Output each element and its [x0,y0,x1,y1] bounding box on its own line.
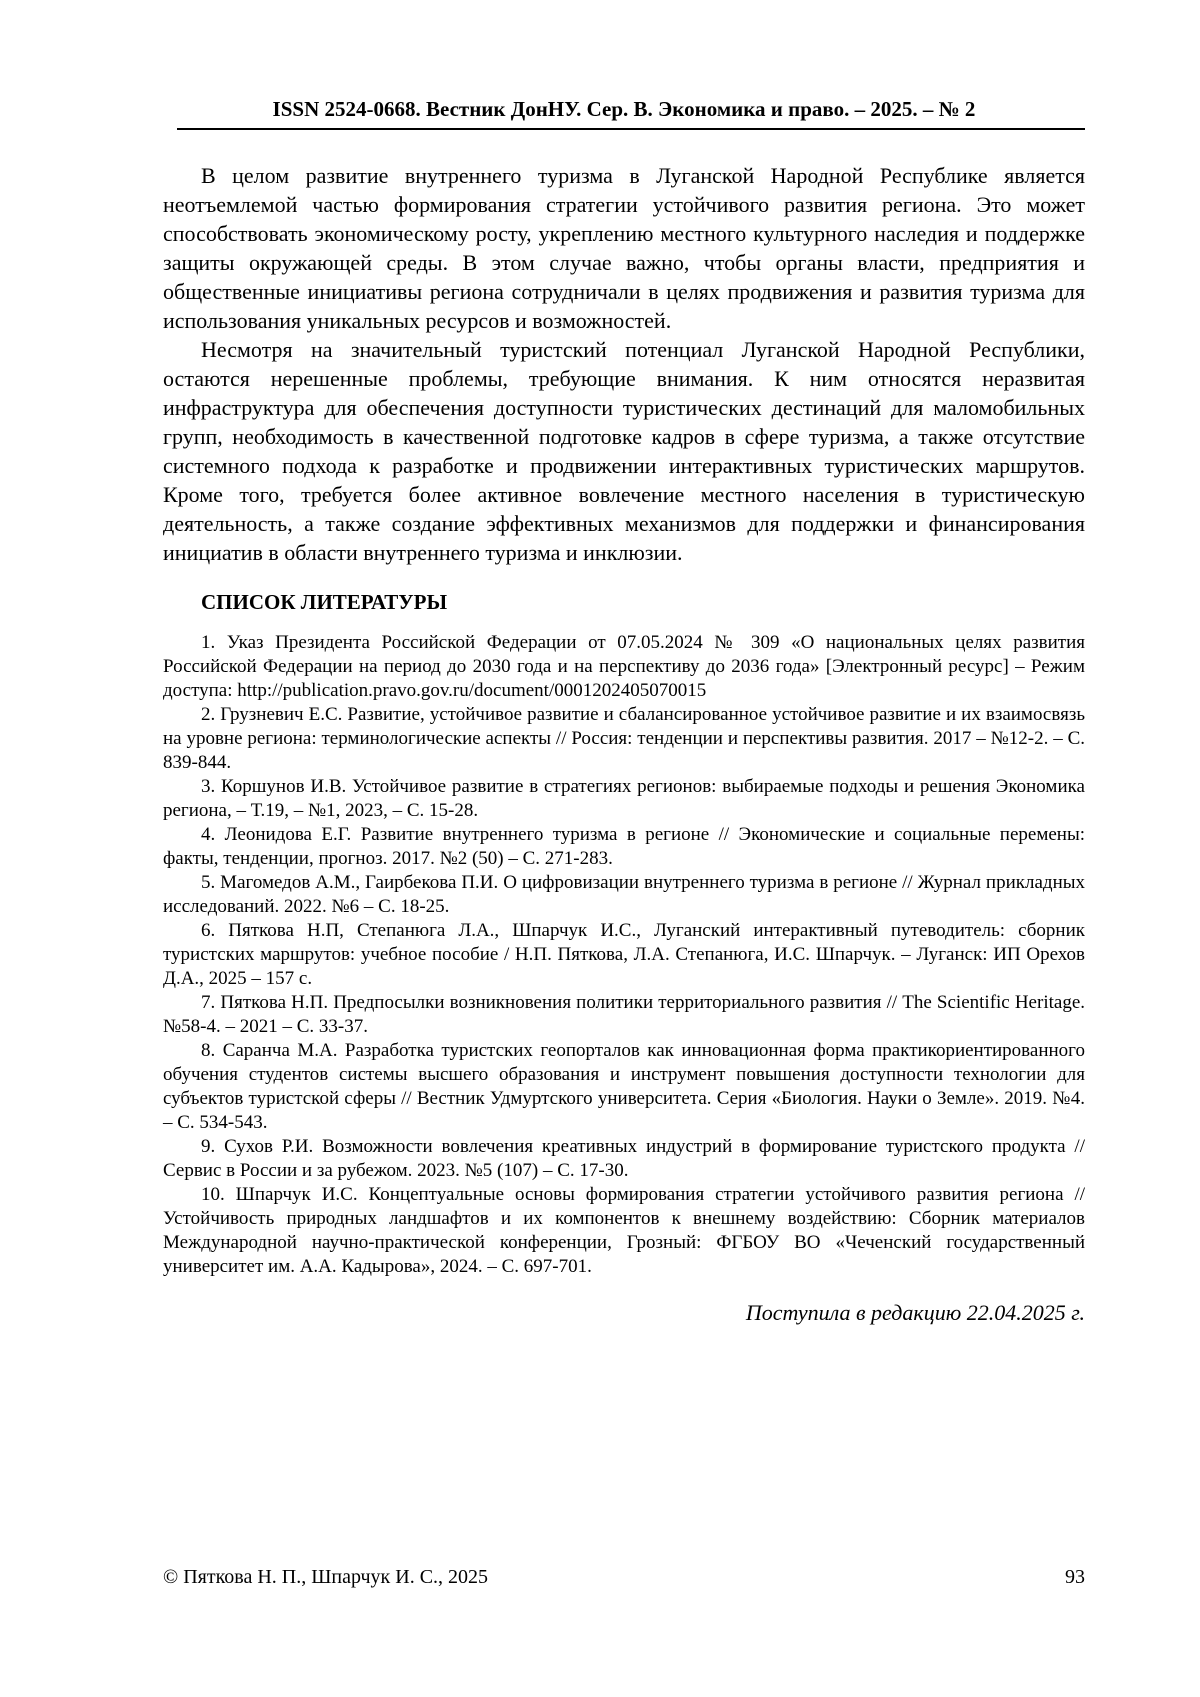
reference-item-7: 7. Пяткова Н.П. Предпосылки возникновения политики территориального развития // The Scientific Heritage. №58-4. – 2021 – С. 33-37. [163,992,1085,1037]
page-number: 93 [1065,1566,1085,1588]
references-list [163,631,1085,1279]
reference-item-5: 5. Магомедов А.М., Гаирбекова П.И. О цифровизации внутреннего туризма в регионе // Журнал прикладных исследований. 2022. №6 – С. 18-25. [163,872,1085,917]
reference-item-6: 6. Пяткова Н.П, Степанюга Л.А., Шпарчук И.С., Луганский интерактивный путеводитель: сборник туристских маршрутов: учебное пособие / Н.П. Пяткова, Л.А. Степанюга, И.С. Шпарчук. – Луганск: ИП Орехов Д.А., 2025 – 157 с. [163,920,1085,989]
reference-item-8: 8. Саранча М.А. Разработка туристских геопорталов как инновационная форма практикориентированного обучения студентов системы высшего образования и инструмент повышения доступности технологии для субъектов туристской сферы // Вестник Удмуртского университета. Серия «Биология. Науки о Земле». 2019. №4. – С. 534-543. [163,1040,1085,1133]
page-header [163,97,1085,130]
references-heading: СПИСОК ЛИТЕРАТУРЫ [201,590,448,614]
body-paragraph-1: В целом развитие внутреннего туризма в Луганской Народной Республике является неотъемлемой частью формирования стратегии устойчивого развития региона. Это может способствовать экономическому росту, укреплению местного культурного наследия и поддержке защиты окружающей среды. В этом случае важно, чтобы органы власти, предприятия и общественные инициативы региона сотрудничали в целях продвижения и развития туризма для использования уникальных ресурсов и возможностей. [163,163,1085,333]
copyright-line: © Пяткова Н. П., Шпарчук И. С., 2025 [163,1566,489,1588]
reference-item-2: 2. Грузневич Е.С. Развитие, устойчивое развитие и сбалансированное устойчивое развитие и их взаимосвязь на уровне региона: терминологические аспекты // Россия: тенденции и перспективы развития. 2017 – №12-2. – С. 839-844. [163,704,1085,773]
page-content [163,97,1085,1327]
reference-item-4: 4. Леонидова Е.Г. Развитие внутреннего туризма в регионе // Экономические и социальные перемены: факты, тенденции, прогноз. 2017. №2 (50) – С. 271-283. [163,824,1085,869]
received-note: Поступила в редакцию 22.04.2025 г. [745,1300,1085,1325]
reference-item-1: 1. Указ Президента Российской Федерации от 07.05.2024 № 309 «О национальных целях развития Российской Федерации на период до 2030 года и на перспективу до 2036 года» [Электронный ресурс] – Режим доступа: http://publication.pravo.gov.ru/document/0001202405070015 [163,632,1085,701]
header-rule [177,128,1085,130]
journal-issn-line: ISSN 2524-0668. Вестник ДонНУ. Сер. В. Экономика и право. – 2025. – № 2 [272,97,976,121]
article-body [163,161,1085,1327]
reference-item-3: 3. Коршунов И.В. Устойчивое развитие в стратегиях регионов: выбираемые подходы и решения Экономика региона, – Т.19, – №1, 2023, – С. 15-28. [163,776,1085,821]
reference-item-9: 9. Сухов Р.И. Возможности вовлечения креативных индустрий в формирование туристского продукта // Сервис в России и за рубежом. 2023. №5 (107) – С. 17-30. [163,1136,1085,1181]
page-footer [163,1565,1085,1589]
reference-item-10: 10. Шпарчук И.С. Концептуальные основы формирования стратегии устойчивого развития региона // Устойчивость природных ландшафтов и их компонентов к внешнему воздействию: Сборник материалов Международной научно-практической конференции, Грозный: ФГБОУ ВО «Чеченский государственный университет им. А.А. Кадырова», 2024. – С. 697-701. [163,1184,1085,1277]
body-paragraph-2: Несмотря на значительный туристский потенциал Луганской Народной Республики, остаются нерешенные проблемы, требующие внимания. К ним относятся неразвитая инфраструктура для обеспечения доступности туристических дестинаций для маломобильных групп, необходимость в качественной подготовке кадров в сфере туризма, а также отсутствие системного подхода к разработке и продвижении интерактивных туристических маршрутов. Кроме того, требуется более активное вовлечение местного населения в туристическую деятельность, а также создание эффективных механизмов для поддержки и финансирования инициатив в области внутреннего туризма и инклюзии. [163,337,1085,565]
